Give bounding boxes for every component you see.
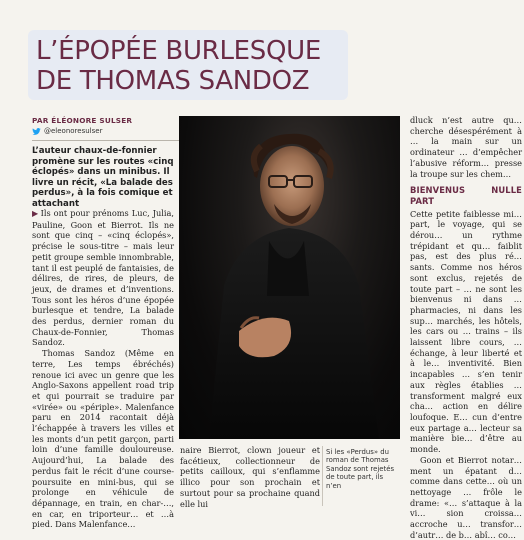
article-column-2: naire Bierrot, clown joueur et facétieux, collectionneur de petits cailloux, qui s’enflamme illico pour son prochain et surtout pour sa prochaine quand elle lui <box>180 445 320 509</box>
column-1-paragraph-1: ▶ Ils ont pour prénoms Luc, Julia, Pauline, Goon et Bierrot. Ils ne sont que cinq – «cinq éclopés», précise le sous-titre – mais leur petit groupe semble innombrable, tant il est peuplé de fantaisies, de délires, de rires, de pleurs, de jeux, de drames et d’inventions. Tous sont les héros d’une épopée burlesque et tendre, La balade des perdus, dernier roman du Chaux-de-Fonnier, Thomas Sandoz. <box>32 208 175 348</box>
author-name: PAR ÉLÉONORE SULSER <box>32 116 133 125</box>
headline-line-2: DE THOMAS SANDOZ <box>36 66 310 96</box>
column-1-paragraph-2: Thomas Sandoz (Même en terre, Les temps ébréchés) renoue ici avec un genre que les Anglo-Saxons appellent road trip et qui pourrait se traduire par «virée» ou «périple». Malenfance paru en 2014 racontait déjà l’échappée à travers les villes et les monts d’un petit garçon, parti loin d’une famille douloureuse. Aujourd’hui, La balade des perdus fait le récit d’une course-poursuite en mini-bus, qui se prolonge en véhicule de dépannage, en train, en char-…, en car, en triporteur… et …à pied. Dans Malenfance… <box>32 348 174 530</box>
article-column-1 <box>32 208 174 530</box>
author-portrait-illustration <box>179 116 400 439</box>
column-3-paragraph-top: dluck n’est autre qu… cherche désespérément à … la main sur un ordinateur … d’empêcher l’abusive réform… presse la troupe sur les chem… <box>410 115 522 179</box>
headline <box>28 30 348 96</box>
byline <box>32 116 182 135</box>
column-3-paragraph-1: Cette petite faiblesse mi… part, le voyage, qui se dérou… un rythme trépidant et qu… faiblit pas, est des plus ré… sants. Comme nos héros sont exclus, rejetés de toute part – … ne sont les bienvenus ni dans … pharmacies, ni dans les sup… marchés, les hôtels, les cars ou … trains – ils laissent libre cours, … échange, à leur liberté et à le… inventivité. Bien incapables … s’en tenir aux règles établies … transforment malgré eux cha… action en délire loufoque. E… cun d’entre eux partage a… lecteur sa manière bie… d’être au monde. <box>410 208 522 455</box>
twitter-handle: @eleonoresulser <box>44 127 103 135</box>
article-column-3 <box>410 115 522 540</box>
twitter-bird-icon <box>32 128 41 135</box>
twitter-handle-row <box>32 127 182 135</box>
byline-divider <box>32 140 182 141</box>
caption-divider <box>322 446 323 506</box>
article-lead: L’auteur chaux-de-fonnier promène sur les routes «cinq éclopés» dans un minibus. Il livre un récit, «La balade des perdus», à la fois comique et attachant <box>32 146 174 209</box>
paragraph-bullet-icon: ▶ <box>32 209 39 218</box>
headline-box <box>28 30 348 100</box>
author-photo <box>179 116 400 439</box>
headline-line-1: L’ÉPOPÉE BURLESQUE <box>36 36 321 66</box>
column-3-paragraph-2: Goon et Bierrot notar… ment un épatant d… comme dans cette… où un nettoyage … frôle le drame: «… s’attaque à la vi… sion croissa… accroche u… transfor… d’autr… de b… abî… co… <box>410 454 522 540</box>
photo-caption: Si les «Perdus» du roman de Thomas Sandoz sont rejetés de toute part, ils n’en <box>326 448 395 490</box>
section-subheading: BIENVENUS NULLE PART <box>410 185 522 206</box>
